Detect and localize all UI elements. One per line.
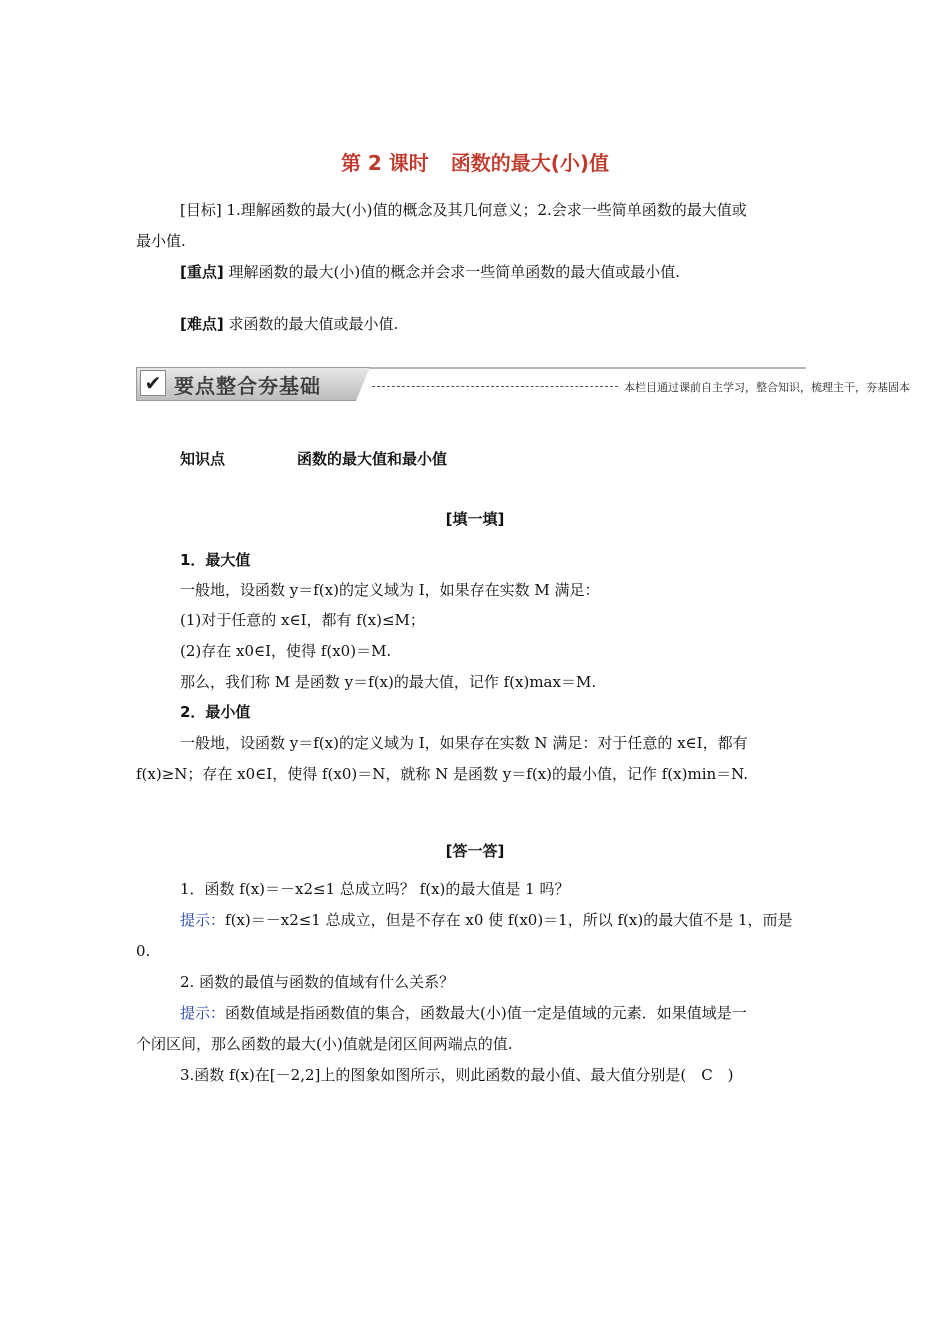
min-line-2: f(x)≥N；存在 x0∈I，使得 f(x0)＝N，就称 N 是函数 y＝f(x)的最小值，记作 f(x)min＝N. xyxy=(136,765,749,783)
max-intro: 一般地，设函数 y＝f(x)的定义域为 I，如果存在实数 M 满足： xyxy=(180,581,600,599)
difficulty-tag: [难点] xyxy=(180,315,224,333)
key-tag: [重点] xyxy=(180,263,224,281)
banner-title: 要点整合夯基础 xyxy=(174,374,321,398)
key-point xyxy=(180,257,860,287)
page-title xyxy=(0,147,950,176)
answer-1-text: f(x)＝－x2≤1 总成立，但是不存在 x0 使 f(x0)＝1，所以 f(x)的最大值不是 1，而是 xyxy=(225,911,793,929)
question-1: 1．函数 f(x)＝－x2≤1 总成立吗？ f(x)的最大值是 1 吗？ xyxy=(180,880,570,898)
answer-2-line-2: 个闭区间，那么函数的最大(小)值就是闭区间两端点的值. xyxy=(136,1035,513,1053)
fill-section-title: [填一填] xyxy=(445,510,505,528)
max-heading: 1．最大值 xyxy=(180,551,251,569)
section-banner xyxy=(136,367,910,401)
min-line-1: 一般地，设函数 y＝f(x)的定义域为 I，如果存在实数 N 满足：对于任意的 x∈I，都有 xyxy=(180,734,748,752)
qa-section-title: [答一答] xyxy=(445,842,505,860)
difficulty xyxy=(180,309,860,339)
knowledge-point-label: 知识点 xyxy=(180,450,226,468)
key-text: 理解函数的最大(小)值的概念并会求一些简单函数的最大值或最小值. xyxy=(223,263,680,281)
question-3: 3.函数 f(x)在[－2,2]上的图象如图所示，则此函数的最小值、最大值分别是( C ) xyxy=(180,1066,734,1084)
min-heading: 2．最小值 xyxy=(180,703,251,721)
hint-label: 提示： xyxy=(180,911,226,929)
answer-1-line-1 xyxy=(180,905,860,935)
banner-note: 本栏目通过课前自主学习，整合知识，梳理主干，夯基固本 xyxy=(624,381,910,394)
max-condition-1: (1)对于任意的 x∈I，都有 f(x)≤M； xyxy=(180,611,425,629)
check-icon: ✔ xyxy=(140,370,166,396)
answer-1-line-2: 0. xyxy=(136,942,151,960)
hint-label: 提示： xyxy=(180,1004,226,1022)
max-conclusion: 那么，我们称 M 是函数 y＝f(x)的最大值，记作 f(x)max＝M. xyxy=(180,673,597,691)
title-lesson: 第 2 课时 xyxy=(340,151,429,175)
answer-2-line-1 xyxy=(180,998,860,1028)
max-condition-2: (2)存在 x0∈I，使得 f(x0)＝M. xyxy=(180,642,392,660)
goal-line-2: 最小值. xyxy=(136,232,186,250)
question-2: 2. 函数的最值与函数的值域有什么关系？ xyxy=(180,973,455,991)
title-topic: 函数的最大(小)值 xyxy=(450,151,610,175)
banner-divider xyxy=(372,386,618,387)
difficulty-text: 求函数的最大值或最小值. xyxy=(223,315,399,333)
answer-2-text: 函数值域是指函数值的集合，函数最大(小)值一定是值域的元素．如果值域是一 xyxy=(225,1004,747,1022)
goal-line-1: [目标] 1.理解函数的最大(小)值的概念及其几何意义；2.会求一些简单函数的最大值或 xyxy=(180,201,747,219)
knowledge-point-title: 函数的最大值和最小值 xyxy=(297,450,448,468)
